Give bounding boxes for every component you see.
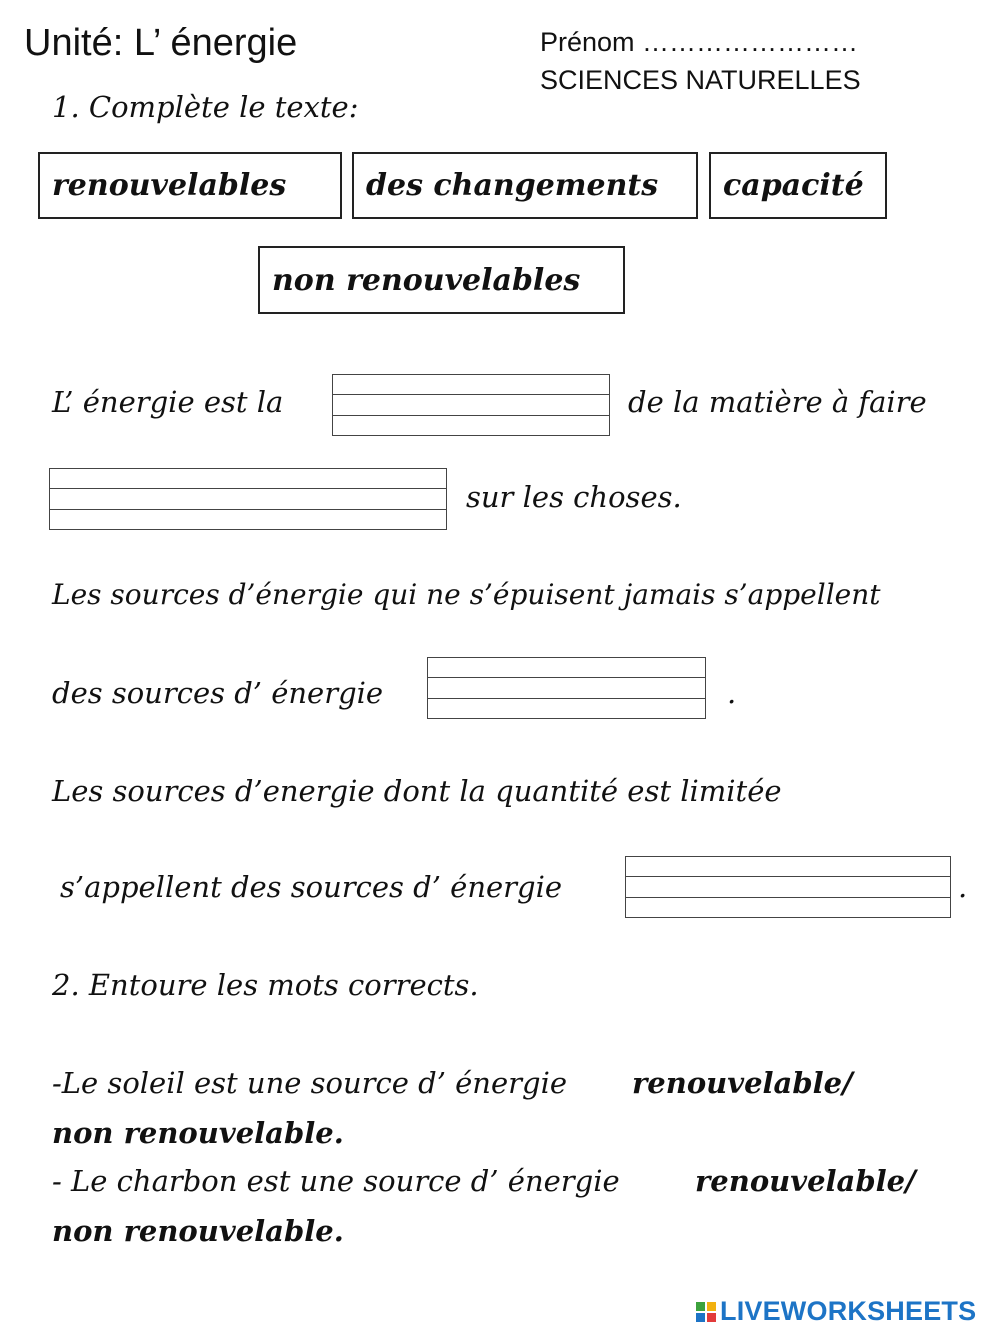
question2-option-non-renouvelable[interactable]: non renouvelable. (52, 1214, 344, 1248)
question2-text: - Le charbon est une source d’ énergie (52, 1164, 620, 1198)
sentence3: Les sources d’énergie qui ne s’épuisent jamais s’appellent (52, 578, 881, 611)
liveworksheets-logo-icon (696, 1302, 716, 1322)
answer-input-1[interactable] (333, 375, 609, 435)
answer-field-4[interactable] (625, 856, 951, 918)
answer-field-1[interactable] (332, 374, 610, 436)
answer-field-2[interactable] (49, 468, 447, 530)
question2-option-renouvelable[interactable]: renouvelable/ (695, 1164, 916, 1198)
sentence6-start: s’appellent des sources d’ énergie (60, 870, 563, 904)
exercise2-instruction: 2. Entoure les mots corrects. (52, 968, 479, 1002)
word-bank-renouvelables[interactable]: renouvelables (38, 152, 342, 219)
prenom-label: Prénom …………………… (540, 27, 859, 57)
word-bank-des-changements[interactable]: des changements (352, 152, 698, 219)
word-bank-capacite[interactable]: capacité (709, 152, 887, 219)
question1-option-renouvelable[interactable]: renouvelable/ (632, 1066, 853, 1100)
subject-label: SCIENCES NATURELLES (540, 65, 861, 95)
sentence4-end: . (727, 676, 737, 710)
word-bank-non-renouvelables[interactable]: non renouvelables (258, 246, 625, 314)
question1-option-non-renouvelable[interactable]: non renouvelable. (52, 1116, 344, 1150)
page-title: Unité: L’ énergie (24, 22, 298, 64)
sentence6-end: . (958, 870, 968, 904)
question1-text: -Le soleil est une source d’ énergie (52, 1066, 568, 1100)
sentence1-start: L’ énergie est la (52, 385, 284, 419)
answer-input-2[interactable] (50, 469, 446, 529)
sentence1-end: de la matière à faire (628, 385, 927, 419)
exercise1-instruction: 1. Complète le texte: (52, 90, 359, 124)
sentence2-end: sur les choses. (466, 480, 682, 514)
answer-input-3[interactable] (428, 658, 705, 718)
sentence5: Les sources d’energie dont la quantité est limitée (52, 774, 782, 808)
sentence4-start: des sources d’ énergie (52, 676, 384, 710)
answer-input-4[interactable] (626, 857, 950, 917)
liveworksheets-logo-text: LIVEWORKSHEETS (720, 1296, 977, 1326)
answer-field-3[interactable] (427, 657, 706, 719)
liveworksheets-logo[interactable] (696, 1296, 976, 1327)
